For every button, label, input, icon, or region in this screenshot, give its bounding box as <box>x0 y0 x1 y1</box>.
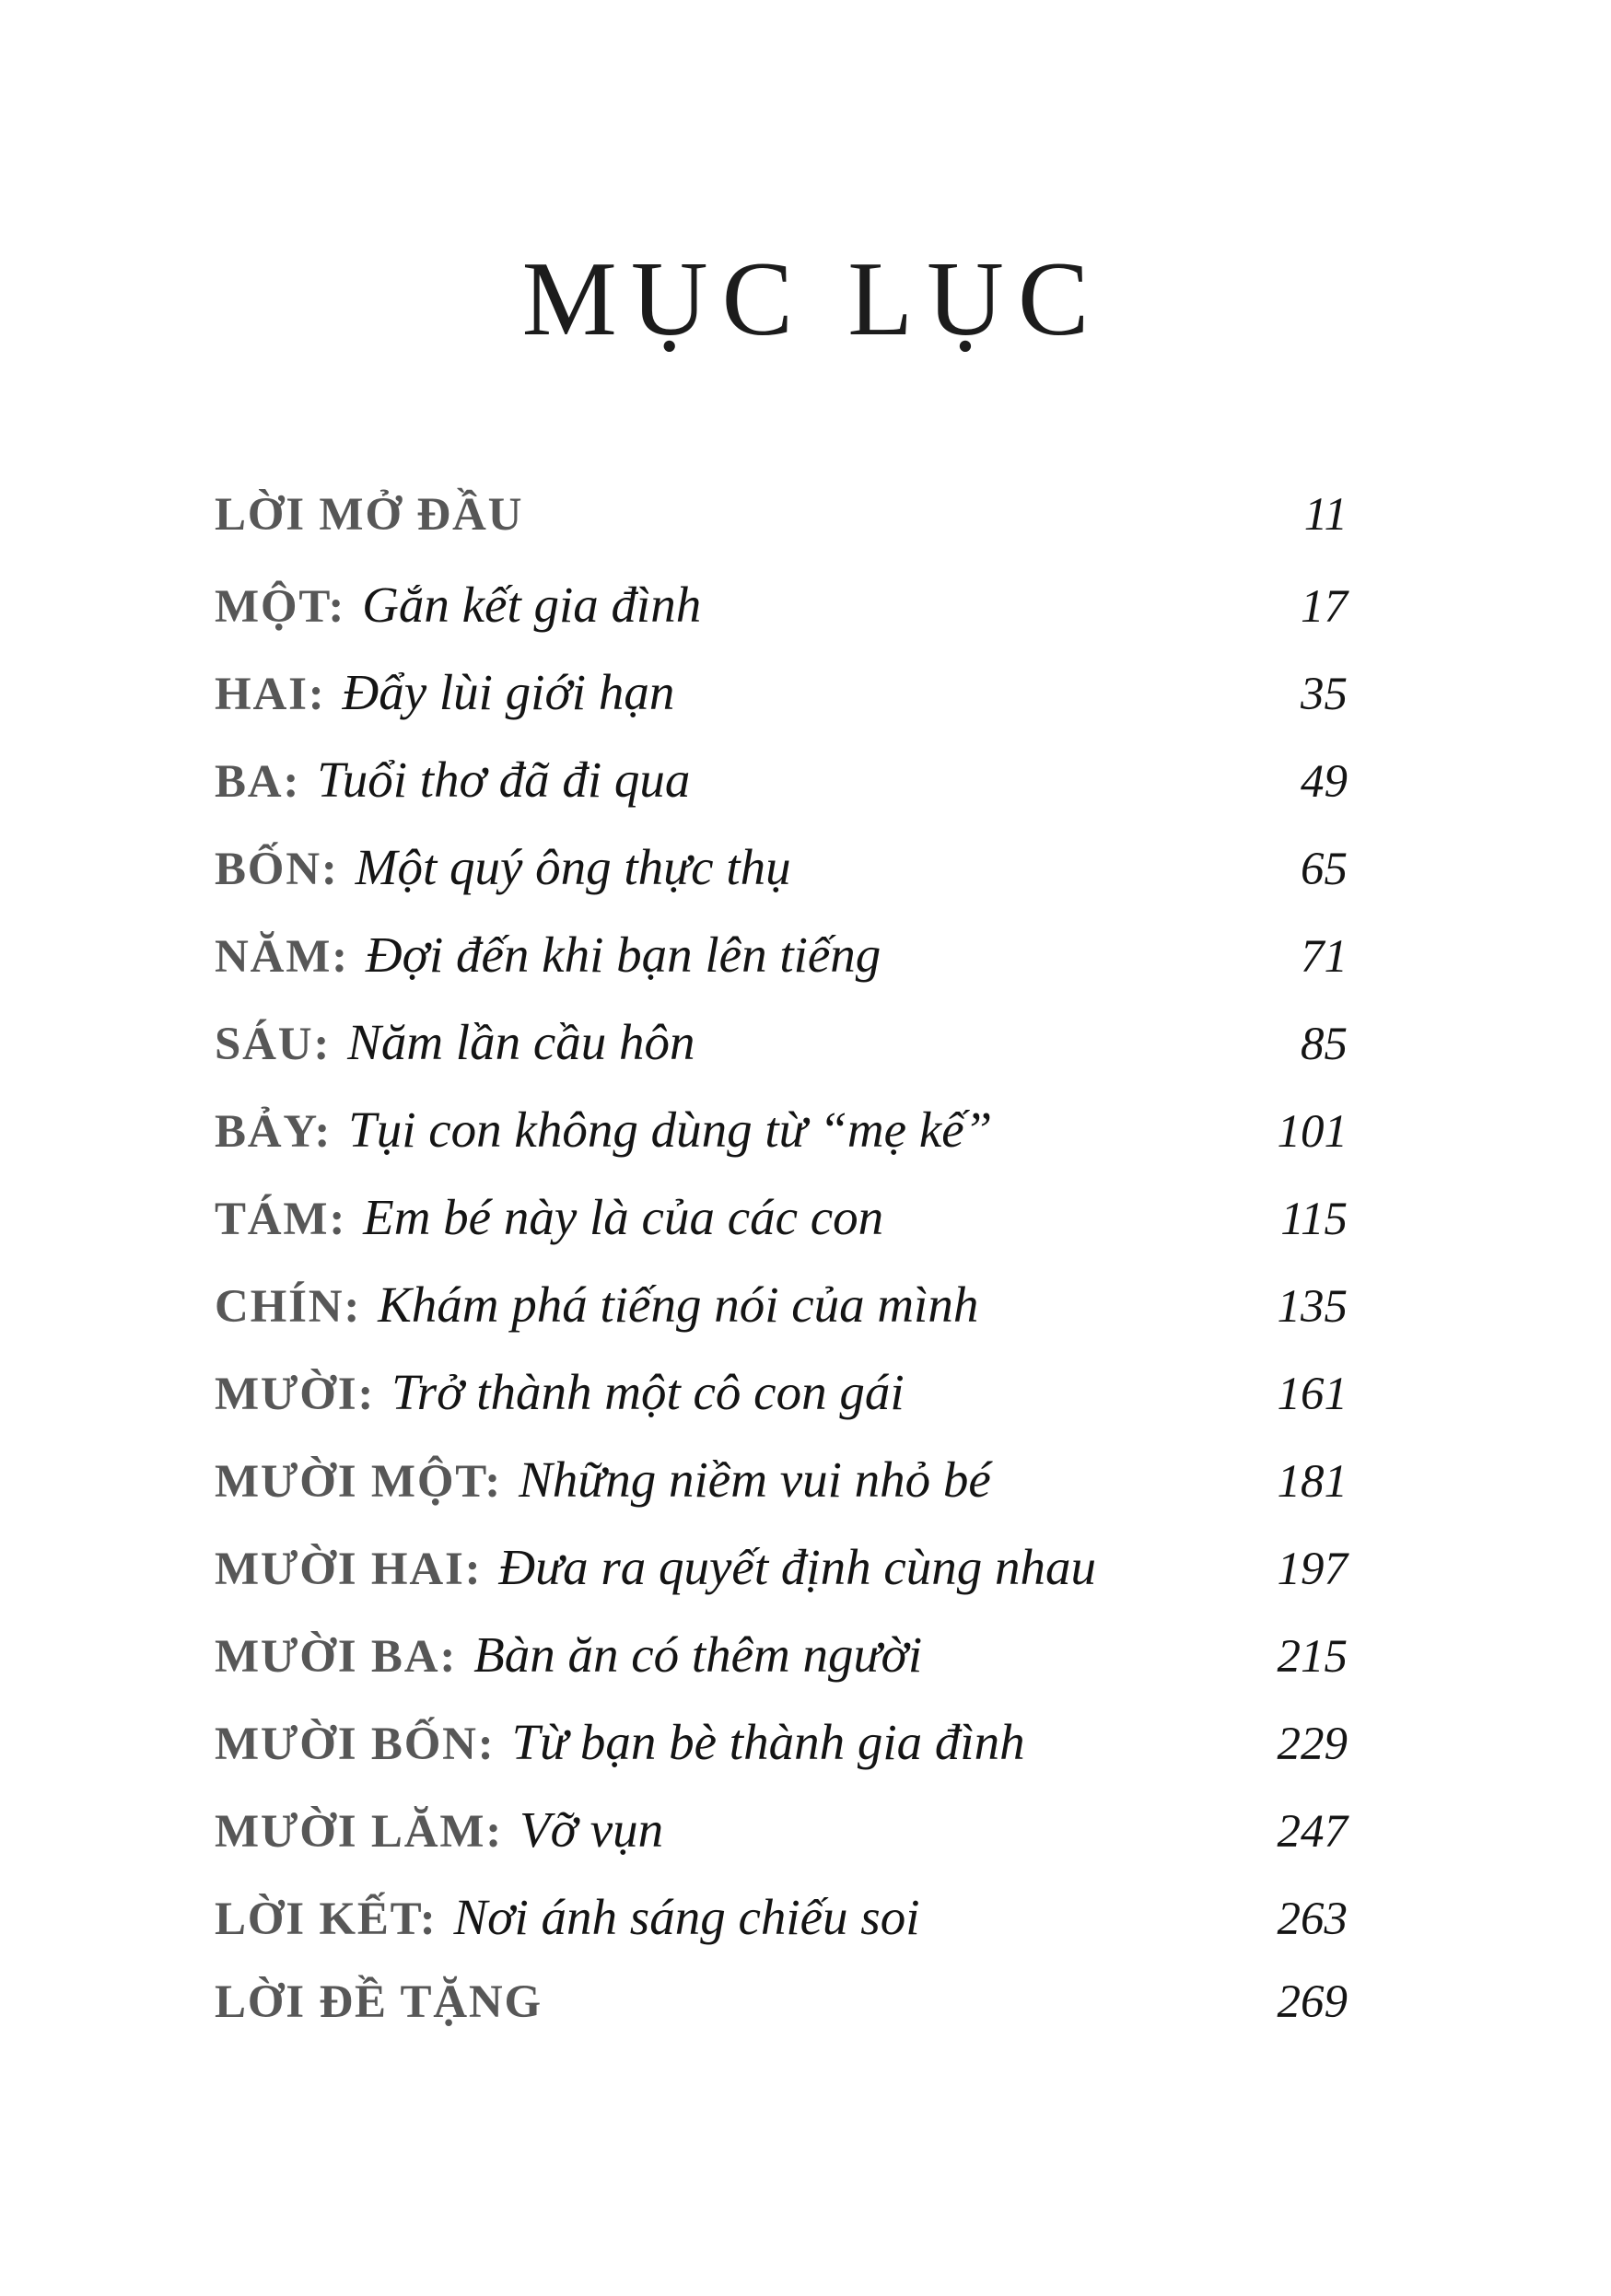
entry-page-number: 17 <box>1301 581 1348 633</box>
toc-entry <box>215 1101 1348 1188</box>
entry-label: MƯỜI HAI: <box>215 1544 483 1595</box>
entry-page-number: 115 <box>1280 1194 1348 1245</box>
entry-page-number: 65 <box>1301 844 1348 895</box>
entry-title: Em bé này là của các con <box>363 1189 884 1245</box>
toc-entry <box>215 1801 1348 1888</box>
entry-page-number: 197 <box>1277 1544 1348 1595</box>
toc-entry <box>215 1626 1348 1713</box>
entry-page-number: 35 <box>1301 669 1348 720</box>
entry-title: Từ bạn bè thành gia đình <box>511 1714 1025 1770</box>
entry-title: Một quý ông thực thụ <box>355 839 791 895</box>
entry-page-number: 71 <box>1301 931 1348 983</box>
entry-label: MƯỜI MỘT: <box>215 1456 503 1508</box>
entry-title: Đẩy lùi giới hạn <box>342 664 675 720</box>
entry-label: LỜI ĐỀ TẶNG <box>215 1976 543 2028</box>
toc-entry <box>215 1451 1348 1538</box>
entry-label: BỐN: <box>215 844 339 895</box>
toc-entry <box>215 1013 1348 1101</box>
entry-page-number: 101 <box>1277 1106 1348 1158</box>
toc-entry <box>215 488 1348 576</box>
entry-label: LỜI KẾT: <box>215 1894 438 1945</box>
entry-title: Đợi đến khi bạn lên tiếng <box>365 927 881 983</box>
entry-title: Đưa ra quyết định cùng nhau <box>498 1539 1097 1595</box>
entry-label: SÁU: <box>215 1019 332 1070</box>
toc-entry <box>215 1975 1348 2063</box>
toc-entry <box>215 751 1348 838</box>
entry-page-number: 269 <box>1277 1976 1348 2028</box>
entry-page-number: 247 <box>1277 1806 1348 1858</box>
toc-entry <box>215 1363 1348 1451</box>
entry-page-number: 85 <box>1301 1019 1348 1070</box>
toc-entry <box>215 663 1348 751</box>
entry-title: Nơi ánh sáng chiếu soi <box>453 1889 920 1945</box>
entry-label: MƯỜI BA: <box>215 1631 458 1683</box>
entry-label: MƯỜI BỐN: <box>215 1719 496 1770</box>
entry-title: Khám phá tiếng nói của mình <box>378 1276 979 1333</box>
entry-label: NĂM: <box>215 931 349 983</box>
toc-entry <box>215 576 1348 663</box>
entry-page-number: 215 <box>1277 1631 1348 1683</box>
entry-label: LỜI MỞ ĐẦU <box>215 489 524 541</box>
entry-label: BA: <box>215 756 301 808</box>
entry-title: Năm lần cầu hôn <box>347 1014 695 1070</box>
entry-title: Vỡ vụn <box>519 1801 664 1858</box>
entry-title: Tuổi thơ đã đi qua <box>317 752 691 808</box>
entry-label: CHÍN: <box>215 1281 362 1333</box>
entry-title: Trở thành một cô con gái <box>391 1364 905 1420</box>
entry-title: Gắn kết gia đình <box>362 577 702 633</box>
toc-entry <box>215 1188 1348 1276</box>
entry-page-number: 263 <box>1277 1894 1348 1945</box>
page-title: MỤC LỤC <box>521 240 1103 358</box>
entry-title: Những niềm vui nhỏ bé <box>519 1451 991 1508</box>
toc-entry <box>215 838 1348 926</box>
toc-entry <box>215 1713 1348 1801</box>
entry-label: MƯỜI: <box>215 1369 376 1420</box>
entry-label: MƯỜI LĂM: <box>215 1806 504 1858</box>
toc-list <box>215 488 1348 2063</box>
toc-entry <box>215 1276 1348 1363</box>
entry-title: Bàn ăn có thêm người <box>473 1626 923 1683</box>
entry-label: TÁM: <box>215 1194 347 1245</box>
toc-entry <box>215 926 1348 1013</box>
entry-label: BẢY: <box>215 1106 333 1158</box>
entry-label: MỘT: <box>215 581 346 633</box>
entry-page-number: 161 <box>1277 1369 1348 1420</box>
entry-title: Tụi con không dùng từ “mẹ kế” <box>348 1101 993 1158</box>
entry-label: HAI: <box>215 669 326 720</box>
entry-page-number: 229 <box>1277 1719 1348 1770</box>
toc-entry <box>215 1538 1348 1626</box>
entry-page-number: 135 <box>1277 1281 1348 1333</box>
toc-entry <box>215 1888 1348 1975</box>
entry-page-number: 181 <box>1277 1456 1348 1508</box>
entry-page-number: 11 <box>1303 489 1348 541</box>
entry-page-number: 49 <box>1301 756 1348 808</box>
